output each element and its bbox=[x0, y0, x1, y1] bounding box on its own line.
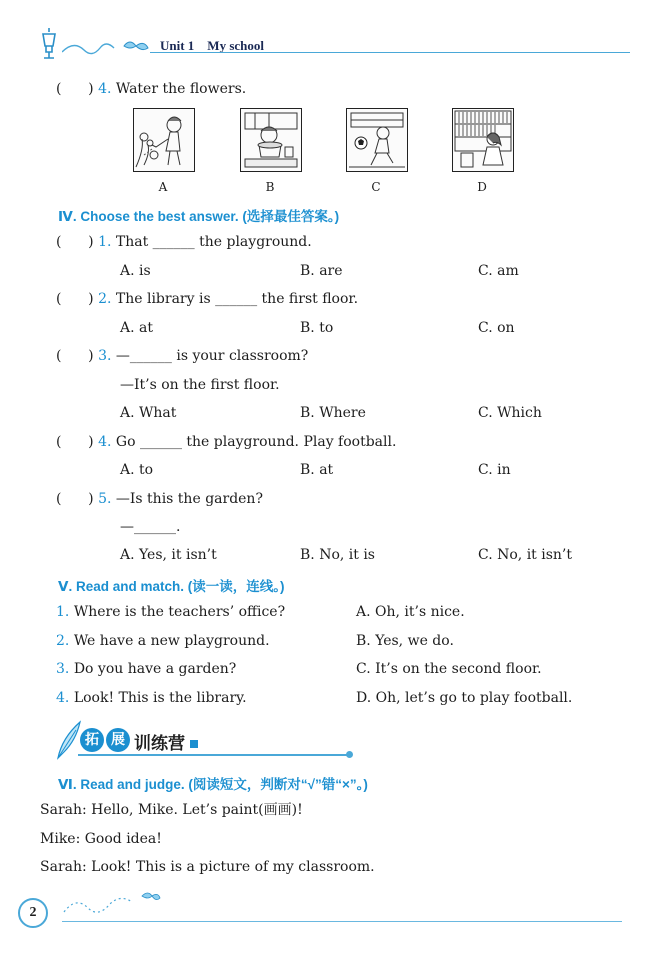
header-rule bbox=[150, 52, 630, 53]
match-number: 3. bbox=[56, 661, 70, 677]
question-text: —______ is your classroom? bbox=[115, 348, 309, 364]
header-lamp-icon bbox=[36, 26, 62, 60]
match-text: We have a new playground. bbox=[73, 633, 270, 649]
option-a[interactable]: A. at bbox=[120, 320, 153, 336]
question-response: —It’s on the first floor. bbox=[120, 377, 280, 393]
answer-paren[interactable]: ( ) bbox=[56, 491, 94, 507]
option-a[interactable]: A. is bbox=[120, 263, 151, 279]
option-c[interactable]: C. No, it isn’t bbox=[478, 547, 573, 563]
dialogue-line-2: Mike: Good idea! bbox=[40, 831, 162, 847]
choice-question-2 bbox=[56, 290, 358, 308]
question-text: That ______ the playground. bbox=[115, 234, 312, 250]
match-number: 1. bbox=[56, 604, 70, 620]
question-text: —Is this the garden? bbox=[115, 491, 263, 507]
question-number: 4. bbox=[98, 81, 112, 97]
option-b[interactable]: B. Where bbox=[300, 405, 366, 421]
match-right-d[interactable]: D. Oh, let’s go to play football. bbox=[356, 690, 573, 706]
dialogue-line-3: Sarah: Look! This is a picture of my classroom. bbox=[40, 859, 375, 875]
option-b[interactable]: B. are bbox=[300, 263, 343, 279]
answer-paren[interactable]: ( ) bbox=[56, 81, 94, 97]
picture-label-c: C bbox=[371, 180, 381, 194]
question-number: 1. bbox=[98, 234, 112, 250]
match-number: 4. bbox=[56, 690, 70, 706]
question-text: Go ______ the playground. Play football. bbox=[115, 434, 397, 450]
choice-question-5 bbox=[56, 490, 263, 508]
match-right-c[interactable]: C. It’s on the second floor. bbox=[356, 661, 542, 677]
header-swirl-decoration bbox=[62, 36, 152, 60]
choice-question-4 bbox=[56, 433, 396, 451]
footer-rule bbox=[62, 921, 622, 922]
banner-square-icon bbox=[190, 740, 198, 748]
question-number: 2. bbox=[98, 291, 112, 307]
question-number: 3. bbox=[98, 348, 112, 364]
extension-banner bbox=[50, 718, 310, 762]
page-number: 2 bbox=[18, 898, 48, 928]
option-b[interactable]: B. No, it is bbox=[300, 547, 375, 563]
dialogue-line-1: Sarah: Hello, Mike. Let’s paint(画画)! bbox=[40, 802, 303, 818]
match-left-2[interactable] bbox=[56, 632, 270, 650]
banner-end-dot bbox=[346, 751, 353, 758]
question-number: 5. bbox=[98, 491, 112, 507]
option-a[interactable]: A. What bbox=[120, 405, 177, 421]
question-text: The library is ______ the first floor. bbox=[115, 291, 359, 307]
banner-underline bbox=[78, 754, 350, 756]
match-right-b[interactable]: B. Yes, we do. bbox=[356, 633, 454, 649]
option-a[interactable]: A. Yes, it isn’t bbox=[120, 547, 217, 563]
picture-label-d: D bbox=[477, 180, 487, 194]
section-6-title: Ⅵ. Read and judge. (阅读短文，判断对“√”错“×”。) bbox=[58, 777, 368, 792]
answer-paren[interactable]: ( ) bbox=[56, 348, 94, 364]
picture-a-watering-flowers[interactable] bbox=[133, 108, 195, 172]
option-c[interactable]: C. on bbox=[478, 320, 515, 336]
match-text: Where is the teachers’ office? bbox=[73, 604, 286, 620]
option-a[interactable]: A. to bbox=[120, 462, 154, 478]
match-left-1[interactable] bbox=[56, 603, 285, 621]
picture-label-b: B bbox=[265, 180, 275, 194]
picture-question-4 bbox=[56, 80, 246, 98]
answer-paren[interactable]: ( ) bbox=[56, 434, 94, 450]
picture-d-library[interactable] bbox=[452, 108, 514, 172]
unit-title: Unit 1 My school bbox=[160, 38, 264, 53]
picture-c-football[interactable] bbox=[346, 108, 408, 172]
banner-circle-2 bbox=[106, 728, 130, 752]
section-4-title: Ⅳ. Choose the best answer. (选择最佳答案。) bbox=[58, 209, 340, 224]
answer-paren[interactable]: ( ) bbox=[56, 234, 94, 250]
option-c[interactable]: C. am bbox=[478, 263, 519, 279]
banner-char-2: 展 bbox=[111, 732, 125, 748]
answer-paren[interactable]: ( ) bbox=[56, 291, 94, 307]
choice-question-1 bbox=[56, 233, 312, 251]
option-b[interactable]: B. at bbox=[300, 462, 334, 478]
option-c[interactable]: C. Which bbox=[478, 405, 542, 421]
footer-swirl-decoration bbox=[62, 888, 162, 920]
choice-question-3 bbox=[56, 347, 308, 365]
picture-label-a: A bbox=[158, 180, 168, 194]
match-number: 2. bbox=[56, 633, 70, 649]
question-response: —______. bbox=[120, 519, 181, 535]
question-number: 4. bbox=[98, 434, 112, 450]
match-right-a[interactable]: A. Oh, it’s nice. bbox=[356, 604, 465, 620]
match-left-4[interactable] bbox=[56, 689, 247, 707]
picture-b-cooking[interactable] bbox=[240, 108, 302, 172]
option-c[interactable]: C. in bbox=[478, 462, 511, 478]
match-text: Do you have a garden? bbox=[73, 661, 237, 677]
question-text: Water the flowers. bbox=[115, 81, 247, 97]
option-b[interactable]: B. to bbox=[300, 320, 334, 336]
section-5-title: Ⅴ. Read and match. (读一读，连线。) bbox=[58, 579, 285, 594]
banner-circle-1 bbox=[80, 728, 104, 752]
banner-char-1: 拓 bbox=[85, 732, 99, 748]
banner-title: 训练营 bbox=[134, 734, 185, 754]
match-text: Look! This is the library. bbox=[73, 690, 247, 706]
match-left-3[interactable] bbox=[56, 660, 236, 678]
